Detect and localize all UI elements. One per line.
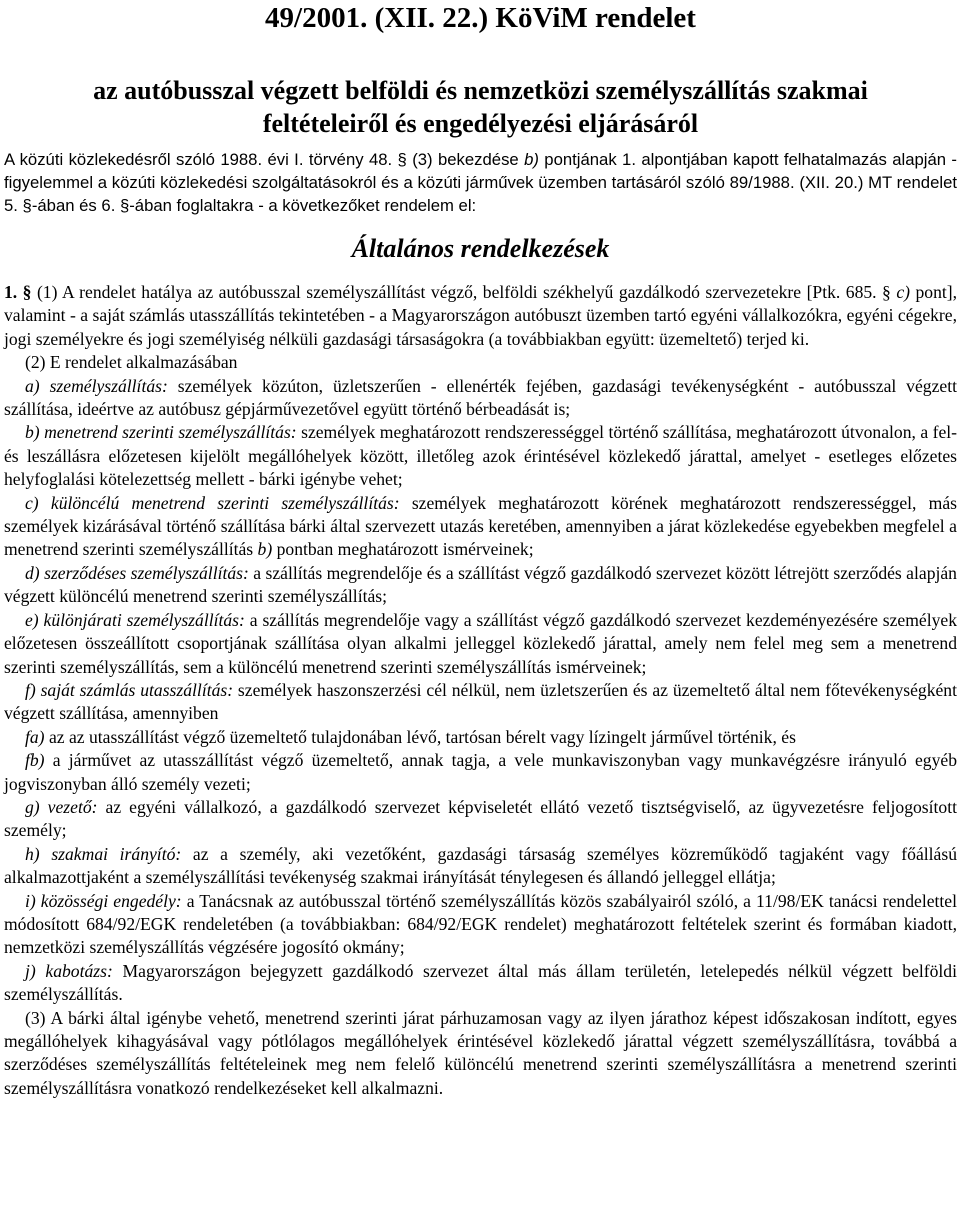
preamble <box>4 148 957 217</box>
definition-f <box>4 679 957 726</box>
definition-text: személyek haszonszerzési cél nélkül, nem üzletszerűen és az üzemeltető által nem főtevékenységként végzett szállítása, amennyiben <box>4 679 957 724</box>
definition-term: b) menetrend szerinti személyszállítás: <box>25 422 297 443</box>
section-heading: Általános rendelkezések <box>351 234 610 263</box>
definition-text: az az utasszállítást végző üzemeltető tulajdonában lévő, tartósan bérelt vagy lízingelt járművel történik, és <box>44 726 796 747</box>
paragraph-1-text-2: pont], valamint - a saját számlás utasszállítás tekintetében - a Magyarországon autóbuszt üzemben tartó egyéni vállalkozókra, egyéni cégekre, jogi személyekre és jogi személyiség nélküli gazdasági társaságokra (a továbbiakban együtt: üzemeltető) terjed ki. <box>4 282 958 349</box>
definition-d <box>4 562 957 609</box>
subtitle-line-2: feltételeiről és engedélyezési eljárásáról <box>262 109 699 138</box>
definition-term: d) szerződéses személyszállítás: <box>25 562 249 583</box>
definition-text: a járművet az utasszállítást végző üzemeltető, annak tagja, a vele munkaviszonyban vagy munkavégzésre irányuló egyéb jogviszonyban álló személy vezeti; <box>4 750 957 794</box>
paragraph-1-text-1: (1) A rendelet hatálya az autóbusszal személyszállítást végző, belföldi székhelyű gazdálkodó szervezetekre [Ptk. 685. § <box>31 282 897 302</box>
definition-fa <box>4 726 957 749</box>
definition-text: a szállítás megrendelője vagy a szállítást végző gazdálkodó szervezet kezdeményezésére személyek előzetesen összeállított csoportjának szállítása olyan alkalmi jelleggel közlekedő járattal, amely nem felel meg sem a menetrend szerinti személyszállítás, sem a különcélú menetrend szerinti személyszállítás ismérveinek; <box>4 609 958 677</box>
definition-text: személyek meghatározott körének meghatározott rendszerességgel, más személyek kizárásával történő szállítása bárki által szervezett utazás keretében, amennyiben a járat közlekedése egyebekben megfelel a menetrend szerinti személyszállítás <box>4 492 958 560</box>
definition-a <box>4 375 957 422</box>
document-body <box>4 281 957 1100</box>
definition-h <box>4 843 957 890</box>
definition-term: fb) <box>25 750 45 771</box>
definition-text-2: pontban meghatározott ismérveinek; <box>272 539 534 560</box>
preamble-emphasis: b) <box>524 150 539 169</box>
definition-g <box>4 796 957 843</box>
definition-c <box>4 492 957 562</box>
definition-text: az a személy, aki vezetőként, gazdasági társaság személyes közreműködő tagjaként vagy főállású alkalmazottjaként a személyszállítási tevékenység szakmai irányítását ténylegesen és állandó jelleggel ellátja; <box>4 843 957 888</box>
definition-j <box>4 960 957 1007</box>
paragraph-2-intro: (2) E rendelet alkalmazásában <box>25 352 238 373</box>
definition-text: a szállítás megrendelője és a szállítást végző gazdálkodó szervezet között létrejött szerződés alapján végzett különcélú menetrend szerinti személyszállítás; <box>4 562 957 607</box>
paragraph-1 <box>4 281 957 351</box>
subtitle-line-1: az autóbusszal végzett belföldi és nemzetközi személyszállítás szakmai <box>93 76 868 105</box>
definition-text: személyek közúton, üzletszerűen - ellenérték fejében, gazdasági tevékenységként - autóbusszal végzett szállítása, ideértve az autóbusz gépjárművezetővel együtt történő bérbeadását is; <box>4 375 957 420</box>
paragraph-1-emphasis: c) <box>896 282 910 302</box>
definition-text: Magyarországon bejegyzett gazdálkodó szervezet által más állam területén, letelepedés nélkül végzett belföldi személyszállítás. <box>4 960 957 1005</box>
definition-term: j) kabotázs: <box>25 960 113 981</box>
definition-text: az egyéni vállalkozó, a gazdálkodó szervezet képviseletét ellátó vezető tisztségviselő, az ügyvezetésre feljogosított személy; <box>4 796 957 841</box>
definition-text: személyek meghatározott rendszerességgel történő szállítása, meghatározott útvonalon, a fel- és leszállásra előzetesen kijelölt megállóhelyek között, illetőleg azok érintésével közlekedő járattal, amelyet - esetleges előzetes helyfoglalási kötelezettség mellett - bárki igénybe vehet; <box>4 422 957 490</box>
definition-term: fa) <box>25 726 45 747</box>
definition-b <box>4 421 957 491</box>
definition-text: a Tanácsnak az autóbusszal történő személyszállítás közös szabályairól szóló, a 11/98/EK tanácsi rendelettel módosított 684/92/EGK rendeletében (a továbbiakban: 684/92/EGK rendelet) meghatározott feltételek szerint és formában kiadott, nemzetközi személyszállítás végzésére jogosító okmány; <box>4 890 957 958</box>
definition-term: c) különcélú menetrend szerinti személyszállítás: <box>25 492 400 513</box>
definition-term: f) saját számlás utasszállítás: <box>25 679 234 700</box>
paragraph-number: 1. § <box>4 282 32 302</box>
definition-term: h) szakmai irányító: <box>25 843 182 864</box>
definition-i <box>4 890 957 960</box>
definition-term: i) közösségi engedély: <box>25 890 182 911</box>
definition-term: a) személyszállítás: <box>25 375 168 396</box>
document-title: 49/2001. (XII. 22.) KöViM rendelet <box>265 2 696 34</box>
definition-emphasis: b) <box>257 539 273 560</box>
preamble-text-1: A közúti közlekedésről szóló 1988. évi I. törvény 48. § (3) bekezdése <box>4 150 525 169</box>
definition-fb <box>4 749 957 796</box>
definition-term: g) vezető: <box>25 796 98 817</box>
paragraph-3: (3) A bárki által igénybe vehető, menetrend szerinti járat párhuzamosan vagy az ilyen járathoz képest időszakosan indított, egyes megállóhelyek kihagyásával vagy pótlólagos megállóhelyek érintésével közlekedő járattal végzett személyszállításra, továbbá a szerződéses személyszállítás feltételeinek meg nem felelő különcélú menetrend szerinti személyszállításra a menetrend szerinti személyszállításra vonatkozó rendelkezéseket kell alkalmazni. <box>4 1007 957 1098</box>
preamble-text-2: pontjának 1. alpontjában kapott felhatalmazás alapján - figyelemmel a közúti közlekedési szolgáltatásokról és a közúti járművek üzemben tartásáról szóló 89/1988. (XII. 20.) MT rendelet 5. §-ában és 6. §-ában foglaltakra - a következőket rendelem el: <box>4 150 957 215</box>
definition-term: e) különjárati személyszállítás: <box>25 609 245 630</box>
definition-e <box>4 609 957 679</box>
